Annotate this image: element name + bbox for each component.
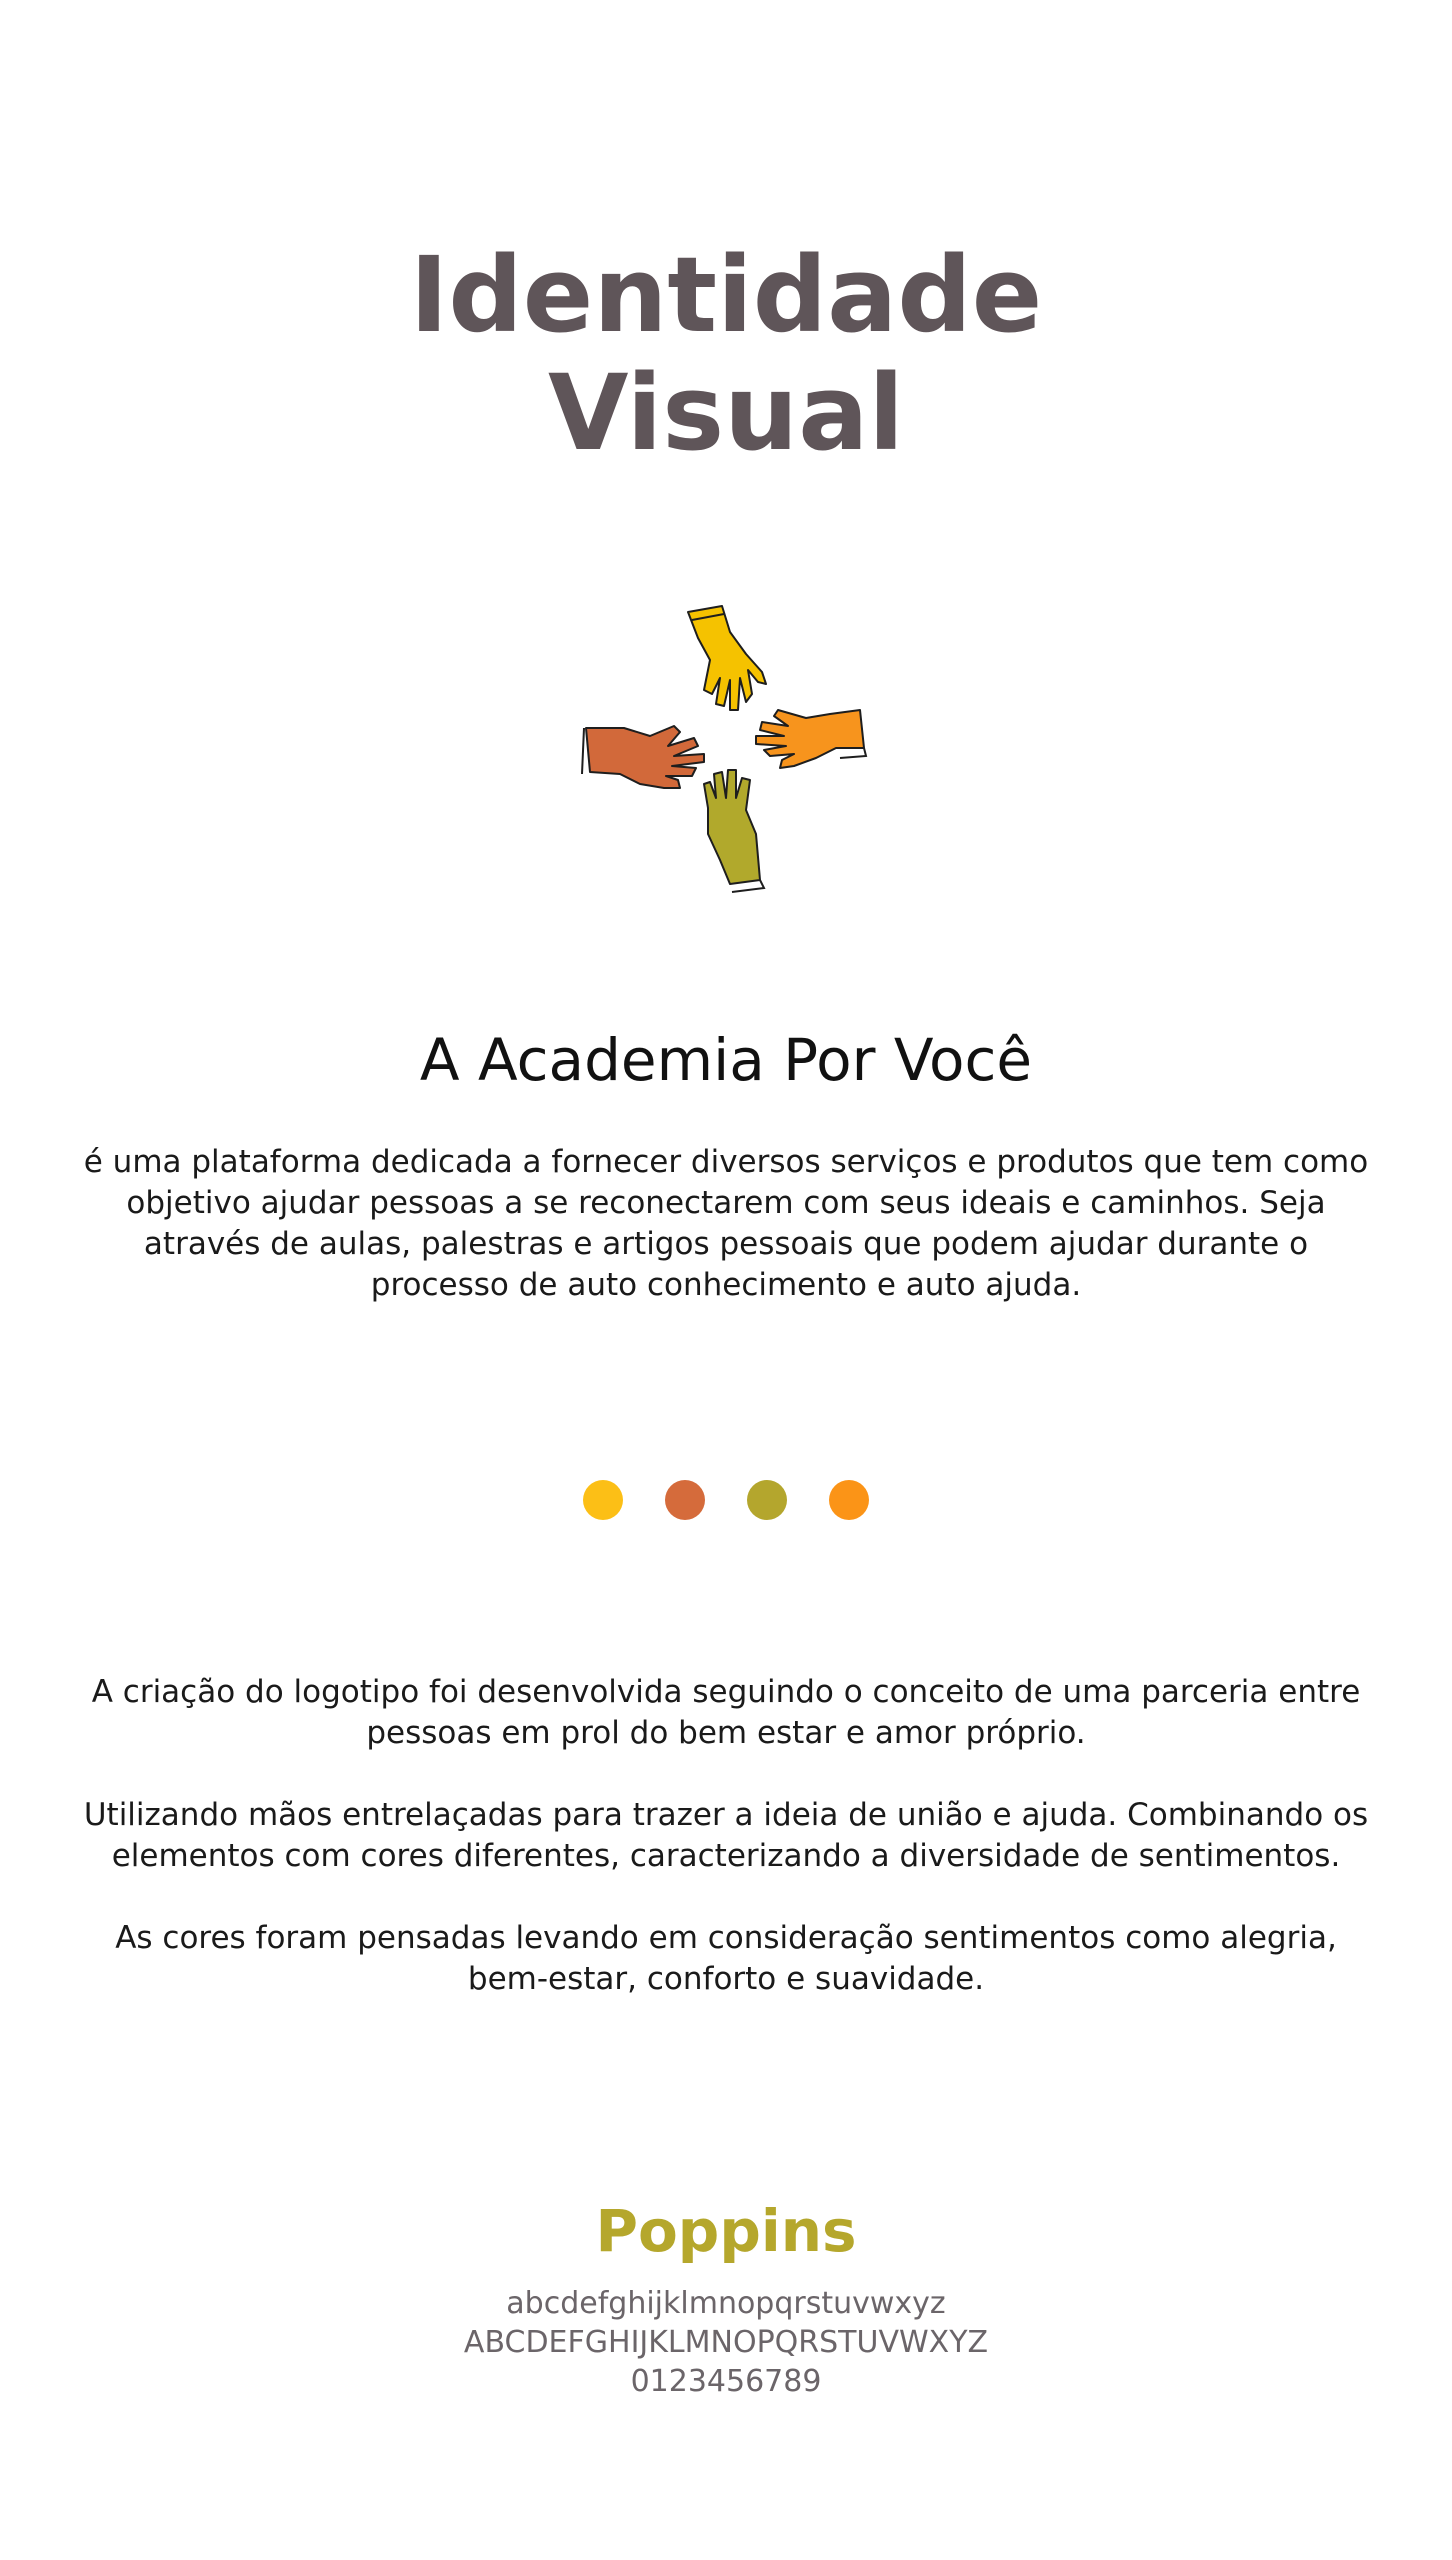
- concept-paragraph-3: As cores foram pensadas levando em consideração sentimentos como alegria, bem-estar, conforto e suavidade.: [115, 1920, 1337, 1997]
- specimen-uppercase: ABCDEFGHIJKLMNOPQRSTUVWXYZ: [463, 2325, 989, 2360]
- four-hands-icon: [580, 598, 880, 908]
- olive-hand-icon: [704, 770, 764, 892]
- color-swatch-rust: [665, 1480, 705, 1520]
- color-swatch-yellow: [583, 1480, 623, 1520]
- yellow-hand-icon: [688, 606, 766, 710]
- page-title-line-2: Visual: [547, 352, 905, 474]
- typeface-specimen: [0, 2284, 1452, 2401]
- rust-hand-icon: [582, 726, 704, 788]
- color-palette: [0, 1480, 1452, 1520]
- page-title-line-1: Identidade: [409, 234, 1043, 356]
- specimen-lowercase: abcdefghijklmnopqrstuvwxyz: [506, 2286, 946, 2321]
- color-swatch-orange: [829, 1480, 869, 1520]
- page-title: [0, 236, 1452, 472]
- brand-name: A Academia Por Você: [419, 1026, 1033, 1094]
- orange-hand-icon: [756, 710, 866, 768]
- logo-concept: [80, 1672, 1372, 2041]
- brand-description: é uma plataforma dedicada a fornecer diversos serviços e produtos que tem como objetivo ajudar pessoas a se reconectarem com seus ideais e caminhos. Seja através de aulas, palestras e artigos pessoais que podem ajudar durante o processo de auto conhecimento e auto ajuda.: [83, 1144, 1369, 1303]
- color-swatch-olive: [747, 1480, 787, 1520]
- specimen-digits: 0123456789: [630, 2364, 822, 2399]
- typeface-name: Poppins: [595, 2197, 857, 2265]
- concept-paragraph-1: A criação do logotipo foi desenvolvida seguindo o conceito de uma parceria entre pessoas em prol do bem estar e amor próprio.: [91, 1674, 1361, 1751]
- concept-paragraph-2: Utilizando mãos entrelaçadas para trazer a ideia de união e ajuda. Combinando os elementos com cores diferentes, caracterizando a diversidade de sentimentos.: [83, 1797, 1369, 1874]
